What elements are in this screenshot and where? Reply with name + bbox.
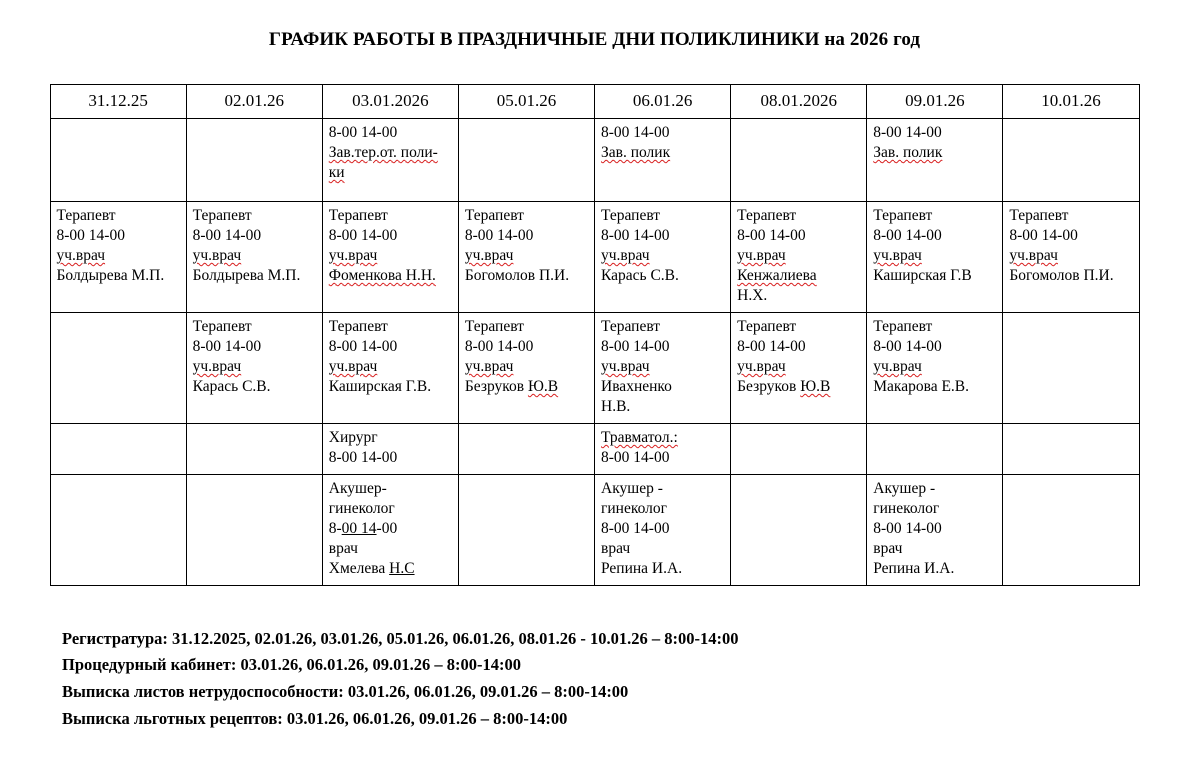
cell-line: ки [328, 163, 345, 181]
cell-therapist1-7 [867, 201, 1003, 312]
column-header-date-4: 05.01.26 [458, 85, 594, 119]
cell-line: 8-00 14-00 [56, 226, 125, 244]
cell-line: уч.врач [192, 357, 242, 375]
cell-line: 8-00 14-00 [873, 337, 942, 355]
cell-line: уч.врач [737, 246, 786, 264]
cell-line: 8-00 14-00 [1009, 226, 1078, 244]
cell-line: Терапевт [464, 317, 524, 335]
cell-line: Зав. полик [873, 143, 943, 161]
cell-line: Болдырева М.П. [56, 266, 165, 284]
cell-therapist1-8 [1003, 201, 1139, 312]
table-row [50, 474, 1139, 585]
page-title: ГРАФИК РАБОТЫ В ПРАЗДНИЧНЫЕ ДНИ ПОЛИКЛИНИКИ на 2026 год [268, 29, 921, 50]
cell-line: Ивахненко [601, 377, 672, 395]
cell-line: уч.врач [192, 246, 242, 264]
cell-gyn-5 [595, 474, 731, 585]
cell-line: Карась С.В. [601, 266, 679, 284]
cell-line: Н.В. [601, 397, 631, 415]
cell-surgeon-1 [50, 423, 186, 474]
column-header-date-6: 08.01.2026 [731, 85, 867, 119]
cell-line: Фоменкова Н.Н. [328, 266, 436, 284]
column-header-date-8: 10.01.26 [1003, 85, 1139, 119]
cell-gyn-8 [1003, 474, 1139, 585]
table-row [50, 201, 1139, 312]
column-header-date-7: 09.01.26 [867, 85, 1003, 119]
cell-line: уч.врач [464, 357, 514, 375]
cell-therapist1-5 [595, 201, 731, 312]
cell-line: 8-00 14-00 [192, 226, 262, 244]
table-header-row [50, 85, 1139, 119]
cell-surgeon-6 [731, 423, 867, 474]
cell-line: гинеколог [873, 499, 940, 517]
cell-line: Терапевт [601, 206, 661, 224]
cell-line: 8-00 14-00 [328, 519, 398, 537]
document-page [0, 29, 1189, 778]
cell-surgeon-7 [867, 423, 1003, 474]
cell-line: Терапевт [464, 206, 524, 224]
cell-therapist1-1 [50, 201, 186, 312]
cell-line: Терапевт [737, 317, 797, 335]
cell-line: Безруков Ю.В [737, 377, 831, 395]
cell-therapist2-5 [595, 312, 731, 423]
cell-line: Терапевт [873, 206, 933, 224]
cell-line: Терапевт [328, 206, 388, 224]
cell-line: уч.врач [328, 246, 378, 264]
cell-chief-8 [1003, 118, 1139, 201]
cell-line: Н.Х. [737, 286, 768, 304]
cell-line: Терапевт [56, 206, 116, 224]
cell-line: Репина И.А. [873, 559, 955, 577]
cell-line: уч.врач [56, 246, 106, 264]
cell-line: Акушер - [601, 479, 663, 497]
cell-gyn-7 [867, 474, 1003, 585]
cell-line: Травматол.: [601, 428, 678, 446]
cell-line: Богомолов П.И. [464, 266, 570, 284]
cell-line: 8-00 14-00 [873, 226, 942, 244]
cell-therapist2-8 [1003, 312, 1139, 423]
cell-line: уч.врач [328, 357, 378, 375]
cell-gyn-2 [186, 474, 322, 585]
cell-line: гинеколог [328, 499, 395, 517]
table-row [50, 118, 1139, 201]
note-sick-leave: Выписка листов нетрудоспособности: 03.01.26, 06.01.26, 09.01.26 – 8:00-14:00 [62, 682, 629, 702]
cell-line: Терапевт [192, 206, 252, 224]
cell-line: 8-00 14-00 [464, 337, 534, 355]
cell-surgeon-4 [458, 423, 594, 474]
cell-line: 8-00 14-00 [328, 226, 398, 244]
cell-line: 8-00 14-00 [328, 123, 398, 141]
cell-chief-3 [322, 118, 458, 201]
cell-surgeon-2 [186, 423, 322, 474]
cell-chief-2 [186, 118, 322, 201]
cell-line: Каширская Г.В [873, 266, 972, 284]
table-row [50, 312, 1139, 423]
cell-chief-1 [50, 118, 186, 201]
cell-line: Терапевт [873, 317, 933, 335]
cell-line: уч.врач [873, 357, 922, 375]
cell-line: Акушер - [873, 479, 936, 497]
cell-line: Макарова Е.В. [873, 377, 970, 395]
cell-line: 8-00 14-00 [601, 448, 670, 466]
cell-line: 8-00 14-00 [737, 337, 806, 355]
cell-line: 8-00 14-00 [328, 337, 398, 355]
cell-line: уч.врач [1009, 246, 1058, 264]
cell-therapist2-2 [186, 312, 322, 423]
note-registry: Регистратура: 31.12.2025, 02.01.26, 03.01.26, 05.01.26, 06.01.26, 08.01.26 - 10.01.26 – 8:00-14:00 [62, 628, 739, 648]
cell-line: 8-00 14-00 [192, 337, 262, 355]
cell-gyn-4 [458, 474, 594, 585]
cell-therapist2-7 [867, 312, 1003, 423]
cell-line: Зав.тер.от. поли- [328, 143, 438, 161]
cell-line: врач [328, 539, 358, 557]
note-prescriptions: Выписка льготных рецептов: 03.01.26, 06.01.26, 09.01.26 – 8:00-14:00 [62, 708, 568, 728]
cell-line: Терапевт [192, 317, 252, 335]
notes-section [62, 626, 1189, 733]
cell-therapist1-6 [731, 201, 867, 312]
cell-therapist2-4 [458, 312, 594, 423]
cell-surgeon-8 [1003, 423, 1139, 474]
cell-line: Терапевт [328, 317, 388, 335]
column-header-date-5: 06.01.26 [595, 85, 731, 119]
cell-line: Терапевт [1009, 206, 1069, 224]
cell-line: Безруков Ю.В [464, 377, 559, 395]
cell-line: уч.врач [873, 246, 922, 264]
cell-line: Болдырева М.П. [192, 266, 301, 284]
table-body [50, 118, 1139, 585]
cell-therapist1-2 [186, 201, 322, 312]
cell-line: 8-00 14-00 [601, 123, 670, 141]
cell-gyn-6 [731, 474, 867, 585]
column-header-date-2: 02.01.26 [186, 85, 322, 119]
table-row [50, 423, 1139, 474]
cell-line: врач [873, 539, 903, 557]
cell-line: врач [601, 539, 631, 557]
cell-line: 8-00 14-00 [873, 123, 942, 141]
cell-line: Зав. полик [601, 143, 671, 161]
cell-therapist1-3 [322, 201, 458, 312]
cell-line: Терапевт [601, 317, 661, 335]
cell-gyn-1 [50, 474, 186, 585]
cell-line: 8-00 14-00 [737, 226, 806, 244]
cell-line: Терапевт [737, 206, 797, 224]
cell-line: уч.врач [601, 246, 650, 264]
cell-therapist2-3 [322, 312, 458, 423]
cell-line: 8-00 14-00 [873, 519, 942, 537]
column-header-date-3: 03.01.2026 [322, 85, 458, 119]
cell-line: уч.врач [464, 246, 514, 264]
cell-line: Хмелева Н.С [328, 559, 415, 577]
cell-chief-5 [595, 118, 731, 201]
cell-chief-7 [867, 118, 1003, 201]
cell-line: Хирург [328, 428, 378, 446]
cell-line: Богомолов П.И. [1009, 266, 1114, 284]
cell-line: 8-00 14-00 [464, 226, 534, 244]
cell-line: 8-00 14-00 [601, 337, 670, 355]
cell-chief-4 [458, 118, 594, 201]
cell-line: Кенжалиева [737, 266, 817, 284]
cell-line: уч.врач [737, 357, 786, 375]
cell-line: Каширская Г.В. [328, 377, 432, 395]
holiday-schedule-table [50, 84, 1140, 586]
cell-line: Акушер- [328, 479, 387, 497]
cell-surgeon-3 [322, 423, 458, 474]
cell-line: 8-00 14-00 [328, 448, 398, 466]
cell-line: гинеколог [601, 499, 667, 517]
cell-line: 8-00 14-00 [601, 226, 670, 244]
cell-chief-6 [731, 118, 867, 201]
cell-therapist1-4 [458, 201, 594, 312]
cell-line: Репина И.А. [601, 559, 683, 577]
cell-surgeon-5 [595, 423, 731, 474]
cell-line: 8-00 14-00 [601, 519, 670, 537]
cell-line: уч.врач [601, 357, 650, 375]
cell-line: Карась С.В. [192, 377, 271, 395]
cell-gyn-3 [322, 474, 458, 585]
column-header-date-1: 31.12.25 [50, 85, 186, 119]
note-procedure-room: Процедурный кабинет: 03.01.26, 06.01.26, 09.01.26 – 8:00-14:00 [62, 655, 521, 675]
cell-therapist2-1 [50, 312, 186, 423]
cell-therapist2-6 [731, 312, 867, 423]
